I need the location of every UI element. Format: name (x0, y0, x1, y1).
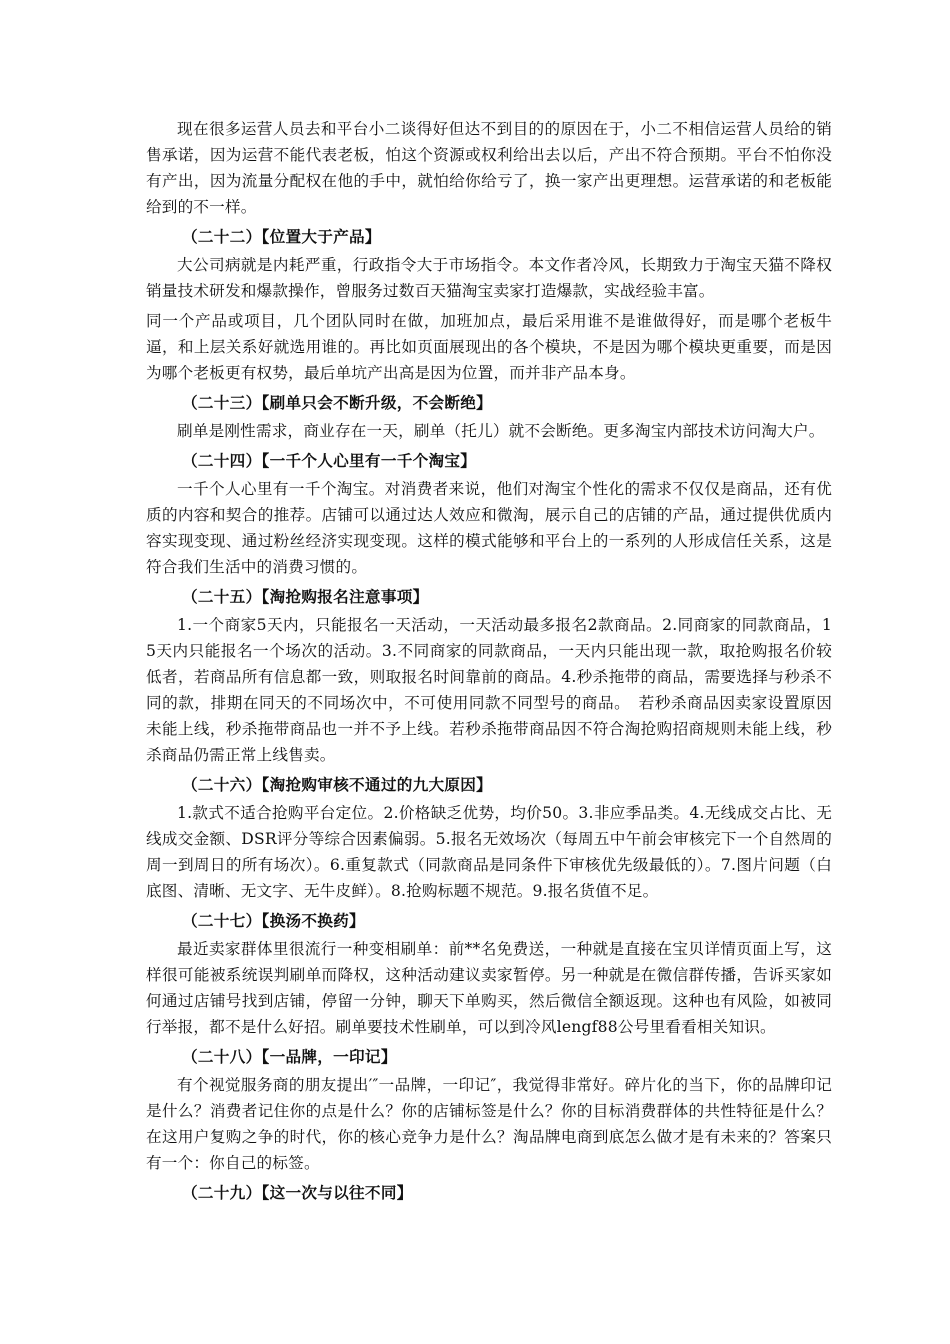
paragraph: 1.一个商家5天内，只能报名一天活动，一天活动最多报名2款商品。2.同商家的同款商品，15天内只能报名一个场次的活动。3.不同商家的同款商品，一天内只能出现一款，取抢购报名价较低者，若商品所有信息都一致，则取报名时间靠前的商品。4.秒杀拖带的商品，需要选择与秒杀不同的款，排期在同天的不同场次中，不可使用同款不同型号的商品。 若秒杀商品因卖家设置原因未能上线，秒杀拖带商品也一并不予上线。若秒杀拖带商品因不符合淘抢购招商规则未能上线，秒杀商品仍需正常上线售卖。 (146, 616, 832, 764)
section-heading-29: （二十九）【这一次与以往不同】 (182, 1184, 413, 1202)
paragraph: 有个视觉服务商的朋友提出′″一品牌，一印记″，我觉得非常好。碎片化的当下，你的品牌印记是什么？消费者记住你的点是什么？你的店铺标签是什么？你的目标消费群体的共性特征是什么？在这用户复购之争的时代，你的核心竞争力是什么？淘品牌电商到底怎么做才是有未来的？答案只有一个：你自己的标签。 (146, 1076, 832, 1172)
paragraph: 最近卖家群体里很流行一种变相刷单：前**名免费送，一种就是直接在宝贝详情页面上写，这样很可能被系统误判刷单而降权，这种活动建议卖家暂停。另一种就是在微信群传播，告诉买家如何通过店铺号找到店铺，停留一分钟，聊天下单购买，然后微信全额返现。这种也有风险，如被同行举报，都不是什么好招。刷单要技术性刷单，可以到冷风lengf88公号里看看相关知识。 (146, 940, 832, 1036)
section-heading-23: （二十三）【刷单只会不断升级，不会断绝】 (182, 394, 493, 412)
paragraph: 1.款式不适合抢购平台定位。2.价格缺乏优势，均价50。3.非应季品类。4.无线成交占比、无线成交金额、DSR评分等综合因素偏弱。5.报名无效场次（每周五中午前会审核完下一个自然周的周一到周日的所有场次）。6.重复款式（同款商品是同条件下审核优先级最低的）。7.图片问题（白底图、清晰、无文字、无牛皮鲜）。8.抢购标题不规范。9.报名货值不足。 (146, 804, 832, 900)
paragraph: 刷单是刚性需求，商业存在一天，刷单（托儿）就不会断绝。更多淘宝内部技术访问淘大户。 (177, 422, 825, 440)
section-heading-22: （二十二）【位置大于产品】 (182, 228, 381, 246)
section-heading-28: （二十八）【一品牌，一印记】 (182, 1048, 397, 1066)
paragraph: 大公司病就是内耗严重，行政指令大于市场指令。本文作者冷风，长期致力于淘宝天猫不降权销量技术研发和爆款操作，曾服务过数百天猫淘宝卖家打造爆款，实战经验丰富。 (146, 256, 832, 300)
paragraph: 一千个人心里有一千个淘宝。对消费者来说，他们对淘宝个性化的需求不仅仅是商品，还有优质的内容和契合的推荐。店铺可以通过达人效应和微淘，展示自己的店铺的产品，通过提供优质内容实现变现、通过粉丝经济实现变现。这样的模式能够和平台上的一系列的人形成信任关系，这是符合我们生活中的消费习惯的。 (146, 480, 832, 576)
paragraph: 同一个产品或项目，几个团队同时在做，加班加点，最后采用谁不是谁做得好，而是哪个老板牛逼，和上层关系好就选用谁的。再比如页面展现出的各个模块，不是因为哪个模块更重要，而是因为哪个老板更有权势，最后单坑产出高是因为位置，而并非产品本身。 (146, 312, 832, 382)
section-heading-25: （二十五）【淘抢购报名注意事项】 (182, 588, 429, 606)
section-heading-26: （二十六）【淘抢购审核不通过的九大原因】 (182, 776, 493, 794)
section-heading-27: （二十七）【换汤不换药】 (182, 912, 365, 930)
section-heading-24: （二十四）【一千个人心里有一千个淘宝】 (182, 452, 477, 470)
paragraph: 现在很多运营人员去和平台小二谈得好但达不到目的的原因在于，小二不相信运营人员给的销售承诺，因为运营不能代表老板，怕这个资源或权利给出去以后，产出不符合预期。平台不怕你没有产出，因为流量分配权在他的手中，就怕给你给亏了，换一家产出更理想。运营承诺的和老板能给到的不一样。 (146, 120, 832, 216)
